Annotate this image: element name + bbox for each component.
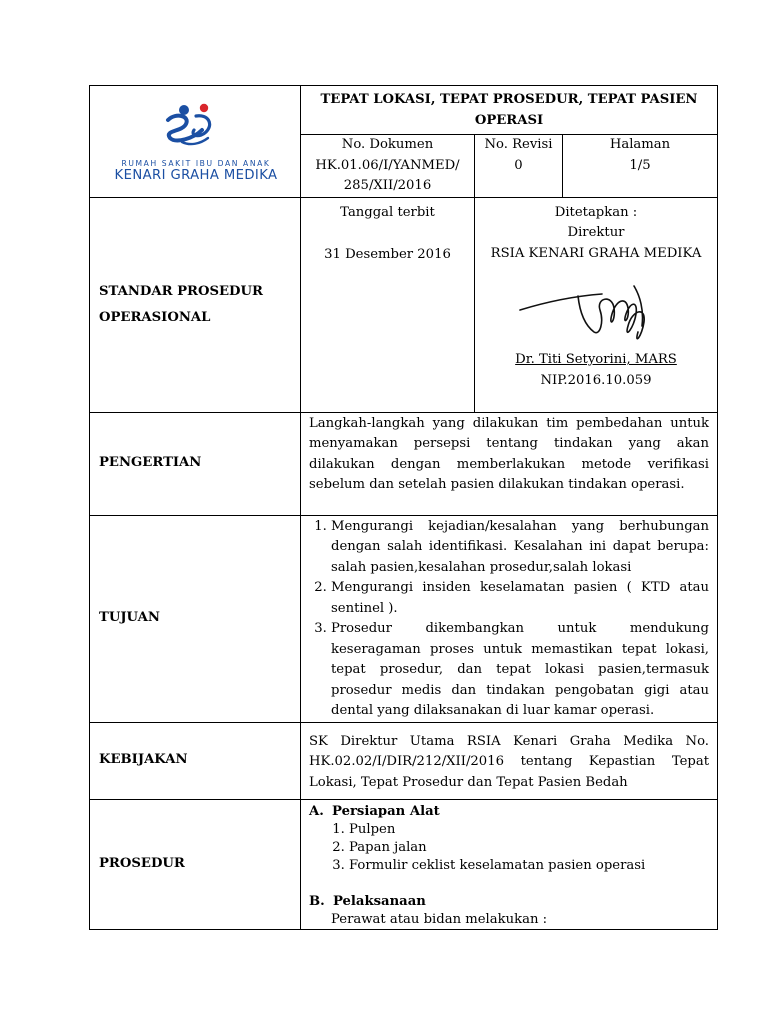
section-a-title: Persiapan Alat xyxy=(332,803,440,819)
section-a-heading xyxy=(309,803,709,821)
hospital-name-line1: RUMAH SAKIT IBU DAN ANAK xyxy=(121,159,271,168)
signer-name: Dr. Titi Setyorini, MARS xyxy=(515,352,677,367)
section-b-text: Perawat atau bidan melakukan : xyxy=(331,911,548,927)
sop-label-line2: OPERASIONAL xyxy=(99,309,211,325)
tool-item: 2. Papan jalan xyxy=(349,839,709,857)
revision-value: 0 xyxy=(514,157,523,173)
set-by-label: Ditetapkan : xyxy=(554,204,638,220)
tool-item: 3. Formulir ceklist keselamatan pasien operasi xyxy=(349,857,709,875)
document-title: TEPAT LOKASI, TEPAT PROSEDUR, TEPAT PASIEN OPERASI xyxy=(301,86,718,135)
tujuan-item: 1. Mengurangi kejadian/kesalahan yang berhubungan dengan salah identifikasi. Kesalahan ini dapat berupa: salah pasien,kesalahan prosedur,salah lokasi xyxy=(331,517,717,579)
doc-number-label: No. Dokumen xyxy=(341,137,434,152)
director-title: Direktur xyxy=(567,225,625,240)
signature-icon xyxy=(516,266,676,350)
page-value: 1/5 xyxy=(629,157,651,173)
doc-number-value-1: HK.01.06/I/YANMED/ xyxy=(315,157,460,173)
institution-name: RSIA KENARI GRAHA MEDIKA xyxy=(490,245,702,261)
sop-label-line1: STANDAR PROSEDUR xyxy=(99,283,263,299)
section-b-marker: B. xyxy=(309,893,325,909)
issue-date-value: 31 Desember 2016 xyxy=(324,247,451,262)
kebijakan-label: KEBIJAKAN xyxy=(90,722,301,799)
tujuan-item: 3. Prosedur dikembangkan untuk mendukung keseragaman proses untuk memastikan tepat lokasi, tepat prosedur, dan tepat lokasi pasien,termasuk prosedur medis dan tindakan pengobatan gigi atau dental yang dilaksanakan di luar kamar operasi. xyxy=(331,619,717,722)
doc-number-value-2: 285/XII/2016 xyxy=(343,178,432,193)
hospital-logo-cell xyxy=(90,86,301,198)
tools-list xyxy=(309,821,709,875)
prosedur-cell xyxy=(301,799,718,929)
pengertian-text: Langkah-langkah yang dilakukan tim pembedahan untuk menyamakan persepsi tentang tindakan yang akan dilakukan dengan memberlakukan metode verifikasi sebelum dan setelah pasien dilakukan tindakan operasi. xyxy=(301,412,718,515)
prosedur-label: PROSEDUR xyxy=(90,799,301,929)
section-b-heading xyxy=(309,893,709,911)
sop-table xyxy=(89,85,718,930)
revision-cell xyxy=(475,135,563,198)
tujuan-label: TUJUAN xyxy=(90,515,301,722)
kebijakan-text: SK Direktur Utama RSIA Kenari Graha Medika No. HK.02.02/I/DIR/212/XII/2016 tentang Kepastian Tepat Lokasi, Tepat Prosedur dan Tepat Pasien Bedah xyxy=(301,722,718,799)
page-label: Halaman xyxy=(609,137,671,152)
tujuan-list xyxy=(301,517,717,722)
tujuan-item: 2. Mengurangi insiden keselamatan pasien ( KTD atau sentinel ). xyxy=(331,578,717,619)
section-b-title: Pelaksanaan xyxy=(332,893,426,909)
tool-item: 1. Pulpen xyxy=(349,821,709,839)
revision-label: No. Revisi xyxy=(484,137,553,152)
pengertian-label: PENGERTIAN xyxy=(90,412,301,515)
hospital-name-line2: KENARI GRAHA MEDIKA xyxy=(114,168,278,183)
tujuan-cell xyxy=(301,515,718,722)
approval-cell xyxy=(475,197,718,412)
issue-date-label: Tanggal terbit xyxy=(340,204,435,220)
signer-nip: NIP.2016.10.059 xyxy=(540,372,652,388)
page-cell xyxy=(563,135,718,198)
doc-number-cell xyxy=(301,135,475,198)
issue-date-cell xyxy=(301,197,475,412)
section-a-marker: A. xyxy=(309,803,324,819)
sop-label-cell xyxy=(90,197,301,412)
